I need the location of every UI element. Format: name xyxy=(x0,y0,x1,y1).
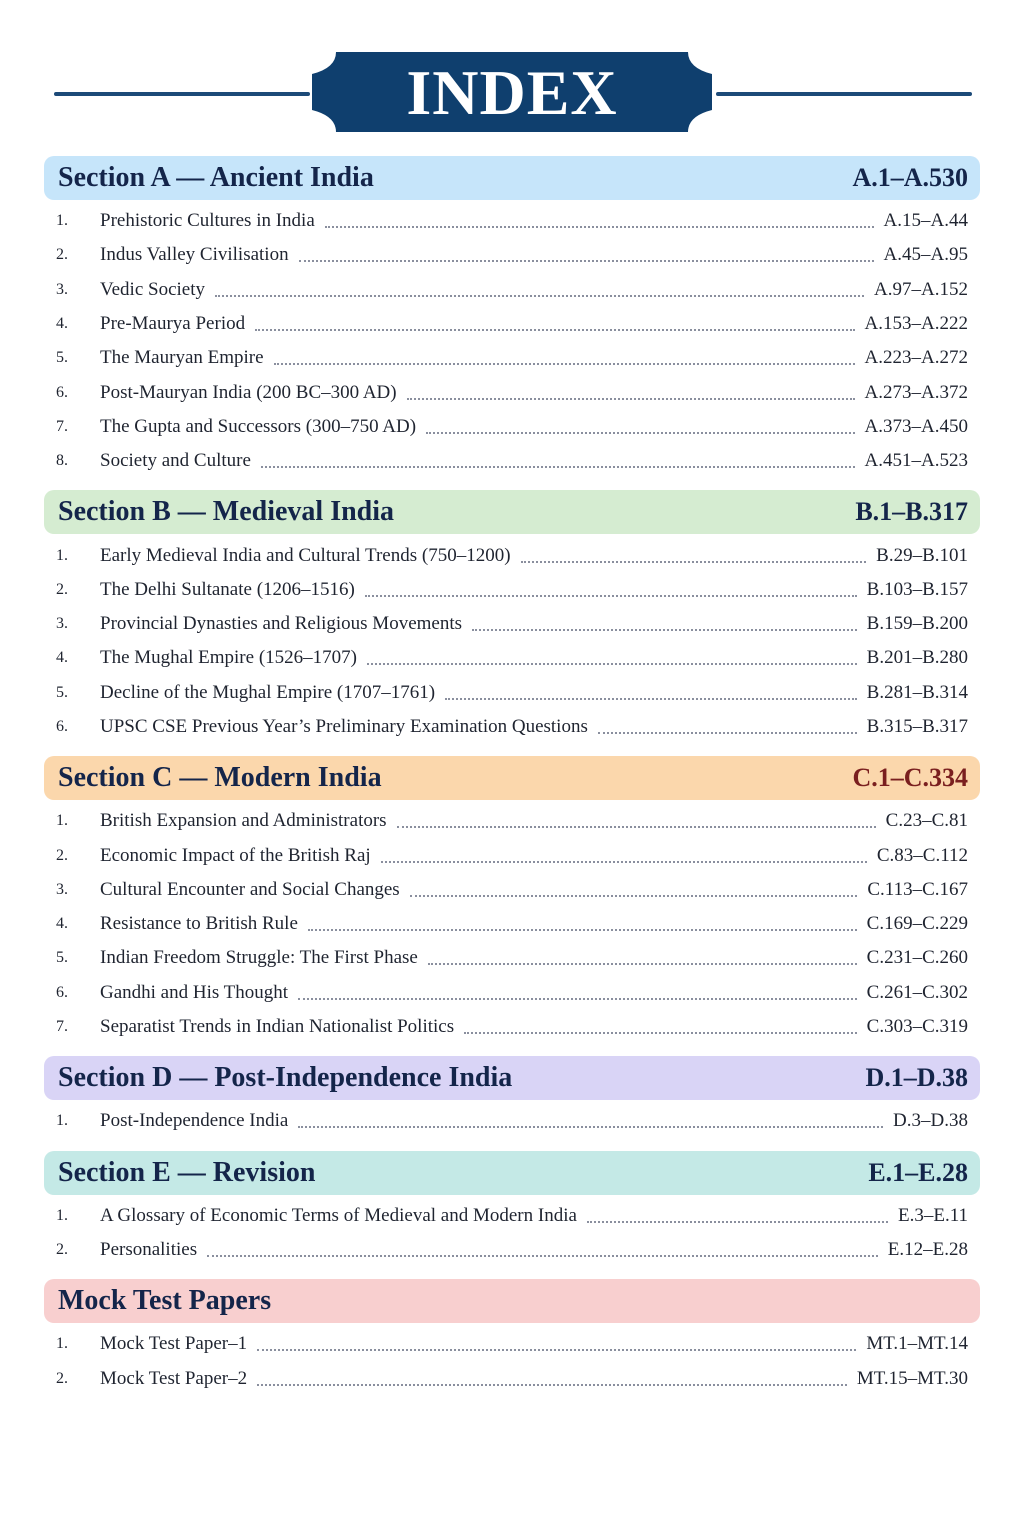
section-page-range: C.1–C.334 xyxy=(852,763,968,793)
section-header xyxy=(44,1279,980,1323)
chapter-pages: E.12–E.28 xyxy=(887,1238,968,1260)
chapter-entry[interactable] xyxy=(44,444,980,478)
section-header xyxy=(44,156,980,200)
section-page-range: E.1–E.28 xyxy=(868,1157,968,1187)
chapter-title: Early Medieval India and Cultural Trends (750–1200) xyxy=(100,544,511,566)
chapter-pages: B.281–B.314 xyxy=(866,681,968,703)
chapter-number: 5. xyxy=(56,683,68,701)
section-header xyxy=(44,756,980,800)
section-d xyxy=(44,1056,980,1138)
dot-leader xyxy=(598,730,857,734)
chapter-number: 1. xyxy=(56,812,68,830)
chapter-number: 6. xyxy=(56,383,68,401)
chapter-number: 3. xyxy=(56,280,68,298)
chapter-title: A Glossary of Economic Terms of Medieval and Modern India xyxy=(100,1204,577,1226)
chapter-number: 2. xyxy=(56,846,68,864)
chapter-pages: E.3–E.11 xyxy=(897,1204,968,1226)
dot-leader xyxy=(521,559,867,563)
chapter-pages: B.315–B.317 xyxy=(866,716,968,737)
chapter-title: Pre-Maurya Period xyxy=(100,313,246,335)
chapter-number: 2. xyxy=(56,580,68,598)
page-title: INDEX xyxy=(406,57,618,128)
chapter-title: Mock Test Paper–2 xyxy=(100,1367,248,1389)
index-content xyxy=(44,156,980,1408)
chapter-number: 8. xyxy=(56,452,68,470)
section-a xyxy=(44,156,980,478)
chapter-entry[interactable] xyxy=(44,804,980,838)
section-header xyxy=(44,1056,980,1100)
chapter-title: British Expansion and Administrators xyxy=(100,810,387,832)
dot-leader xyxy=(381,859,867,863)
section-heading: Section A — Ancient India xyxy=(58,162,374,193)
chapter-list xyxy=(44,204,980,478)
chapter-list xyxy=(44,1104,980,1138)
chapter-title: Gandhi and His Thought xyxy=(100,981,289,1003)
dot-leader xyxy=(325,224,874,228)
dot-leader xyxy=(298,1124,883,1128)
chapter-pages: B.201–B.280 xyxy=(866,647,968,669)
chapter-pages: C.23–C.81 xyxy=(885,810,968,832)
chapter-entry[interactable] xyxy=(44,607,980,641)
chapter-number: 2. xyxy=(56,1240,68,1258)
chapter-entry[interactable] xyxy=(44,1233,980,1267)
chapter-entry[interactable] xyxy=(44,907,980,941)
dot-leader xyxy=(365,593,857,597)
chapter-pages: C.83–C.112 xyxy=(876,844,968,866)
chapter-pages: C.261–C.302 xyxy=(866,981,968,1003)
chapter-title: The Mughal Empire (1526–1707) xyxy=(100,647,357,669)
chapter-title: Decline of the Mughal Empire (1707–1761) xyxy=(100,681,436,703)
chapter-pages: MT.1–MT.14 xyxy=(866,1333,968,1355)
chapter-pages: D.3–D.38 xyxy=(893,1110,968,1132)
section-heading: Section E — Revision xyxy=(58,1156,316,1188)
chapter-pages: A.273–A.372 xyxy=(864,381,968,403)
dot-leader xyxy=(298,996,857,1000)
chapter-entry[interactable] xyxy=(44,238,980,272)
section-heading: Section B — Medieval India xyxy=(58,496,395,528)
section-heading: Section C — Modern India xyxy=(58,762,382,794)
section-page-range: D.1–D.38 xyxy=(865,1063,968,1093)
chapter-number: 1. xyxy=(56,1206,68,1224)
chapter-number: 1. xyxy=(56,212,68,230)
chapter-pages: A.153–A.222 xyxy=(864,313,968,335)
chapter-title: Separatist Trends in Indian Nationalist Politics xyxy=(100,1016,455,1038)
section-header xyxy=(44,490,980,534)
chapter-entry[interactable] xyxy=(44,1327,980,1361)
chapter-entry[interactable] xyxy=(44,1104,980,1138)
chapter-entry[interactable] xyxy=(44,1199,980,1233)
chapter-title: Prehistoric Cultures in India xyxy=(100,210,315,232)
dot-leader xyxy=(255,327,854,331)
dot-leader xyxy=(587,1219,888,1223)
dot-leader xyxy=(426,430,854,434)
chapter-number: 7. xyxy=(56,417,68,435)
chapter-entry[interactable] xyxy=(44,676,980,710)
chapter-number: 3. xyxy=(56,880,68,898)
dot-leader xyxy=(472,627,857,631)
chapter-list xyxy=(44,1199,980,1268)
chapter-pages: B.159–B.200 xyxy=(866,613,968,635)
section-header xyxy=(44,1151,980,1195)
chapter-pages: A.373–A.450 xyxy=(864,415,968,437)
chapter-title: UPSC CSE Previous Year’s Preliminary Examination Questions xyxy=(100,716,588,737)
chapter-list xyxy=(44,1327,980,1396)
dot-leader xyxy=(274,361,855,365)
chapter-number: 6. xyxy=(56,718,68,735)
chapter-pages: C.303–C.319 xyxy=(866,1016,968,1038)
chapter-entry[interactable] xyxy=(44,307,980,341)
dot-leader xyxy=(257,1382,847,1386)
chapter-title: Post-Mauryan India (200 BC–300 AD) xyxy=(100,381,397,403)
chapter-number: 1. xyxy=(56,546,68,564)
chapter-entry[interactable] xyxy=(44,873,980,907)
chapter-entry[interactable] xyxy=(44,838,980,872)
dot-leader xyxy=(308,927,857,931)
chapter-number: 4. xyxy=(56,915,68,933)
dot-leader xyxy=(445,696,857,700)
chapter-title: Provincial Dynasties and Religious Movements xyxy=(100,613,463,635)
chapter-number: 5. xyxy=(56,949,68,967)
chapter-pages: B.103–B.157 xyxy=(866,578,968,600)
dot-leader xyxy=(215,293,864,297)
chapter-entry[interactable] xyxy=(44,1010,980,1044)
index-header xyxy=(0,48,1024,138)
chapter-entry[interactable] xyxy=(44,375,980,409)
dot-leader xyxy=(299,258,874,262)
chapter-entry[interactable] xyxy=(44,1361,980,1395)
chapter-number: 4. xyxy=(56,649,68,667)
section-mt xyxy=(44,1279,980,1396)
chapter-title: The Gupta and Successors (300–750 AD) xyxy=(100,415,417,437)
dot-leader xyxy=(428,961,857,965)
chapter-pages: A.223–A.272 xyxy=(864,347,968,369)
chapter-title: Indus Valley Civilisation xyxy=(100,244,289,266)
chapter-entry[interactable] xyxy=(44,410,980,444)
dot-leader xyxy=(207,1253,878,1257)
chapter-number: 1. xyxy=(56,1112,68,1130)
chapter-pages: A.45–A.95 xyxy=(883,244,968,266)
section-c xyxy=(44,756,980,1044)
chapter-entry[interactable] xyxy=(44,641,980,675)
chapter-number: 5. xyxy=(56,349,68,367)
chapter-entry[interactable] xyxy=(44,976,980,1010)
chapter-number: 6. xyxy=(56,983,68,1001)
chapter-entry[interactable] xyxy=(44,204,980,238)
dot-leader xyxy=(410,893,858,897)
chapter-pages: A.97–A.152 xyxy=(874,278,968,300)
section-e xyxy=(44,1151,980,1268)
dot-leader xyxy=(261,464,855,468)
chapter-pages: C.231–C.260 xyxy=(866,947,968,969)
dot-leader xyxy=(407,396,855,400)
header-rule-left xyxy=(54,92,310,96)
section-heading: Mock Test Papers xyxy=(58,1285,272,1317)
dot-leader xyxy=(367,661,857,665)
chapter-pages: MT.15–MT.30 xyxy=(856,1367,968,1389)
chapter-title: Mock Test Paper–1 xyxy=(100,1333,248,1355)
chapter-number: 3. xyxy=(56,615,68,633)
chapter-title: Post-Independence India xyxy=(100,1110,289,1132)
chapter-pages: A.451–A.523 xyxy=(864,450,968,472)
dot-leader xyxy=(257,1347,856,1351)
section-b xyxy=(44,490,980,744)
chapter-title: Cultural Encounter and Social Changes xyxy=(100,878,400,900)
chapter-list xyxy=(44,804,980,1044)
chapter-entry[interactable] xyxy=(44,941,980,975)
dot-leader xyxy=(464,1030,857,1034)
chapter-number: 7. xyxy=(56,1018,68,1036)
chapter-number: 2. xyxy=(56,246,68,264)
section-heading: Section D — Post-Independence India xyxy=(58,1062,513,1094)
section-page-range: A.1–A.530 xyxy=(852,163,968,192)
section-page-range: B.1–B.317 xyxy=(855,497,968,527)
chapter-number: 2. xyxy=(56,1369,68,1387)
chapter-title: Economic Impact of the British Raj xyxy=(100,844,371,866)
chapter-pages: A.15–A.44 xyxy=(883,210,968,232)
chapter-number: 1. xyxy=(56,1335,68,1353)
chapter-entry[interactable] xyxy=(44,573,980,607)
chapter-title: The Mauryan Empire xyxy=(100,347,264,369)
chapter-entry[interactable] xyxy=(44,273,980,307)
chapter-pages: C.113–C.167 xyxy=(867,878,968,900)
chapter-pages: C.169–C.229 xyxy=(866,913,968,935)
chapter-entry[interactable] xyxy=(44,341,980,375)
chapter-title: Personalities xyxy=(100,1238,198,1260)
chapter-title: Resistance to British Rule xyxy=(100,913,298,935)
title-badge xyxy=(312,52,712,132)
dot-leader xyxy=(397,824,876,828)
header-rule-right xyxy=(716,92,972,96)
chapter-title: Society and Culture xyxy=(100,450,251,472)
chapter-list xyxy=(44,538,980,744)
chapter-number: 4. xyxy=(56,315,68,333)
chapter-pages: B.29–B.101 xyxy=(876,544,968,566)
chapter-entry[interactable] xyxy=(44,710,980,744)
chapter-title: Indian Freedom Struggle: The First Phase xyxy=(100,947,418,969)
chapter-title: The Delhi Sultanate (1206–1516) xyxy=(100,578,355,600)
chapter-title: Vedic Society xyxy=(100,278,206,300)
chapter-entry[interactable] xyxy=(44,538,980,572)
